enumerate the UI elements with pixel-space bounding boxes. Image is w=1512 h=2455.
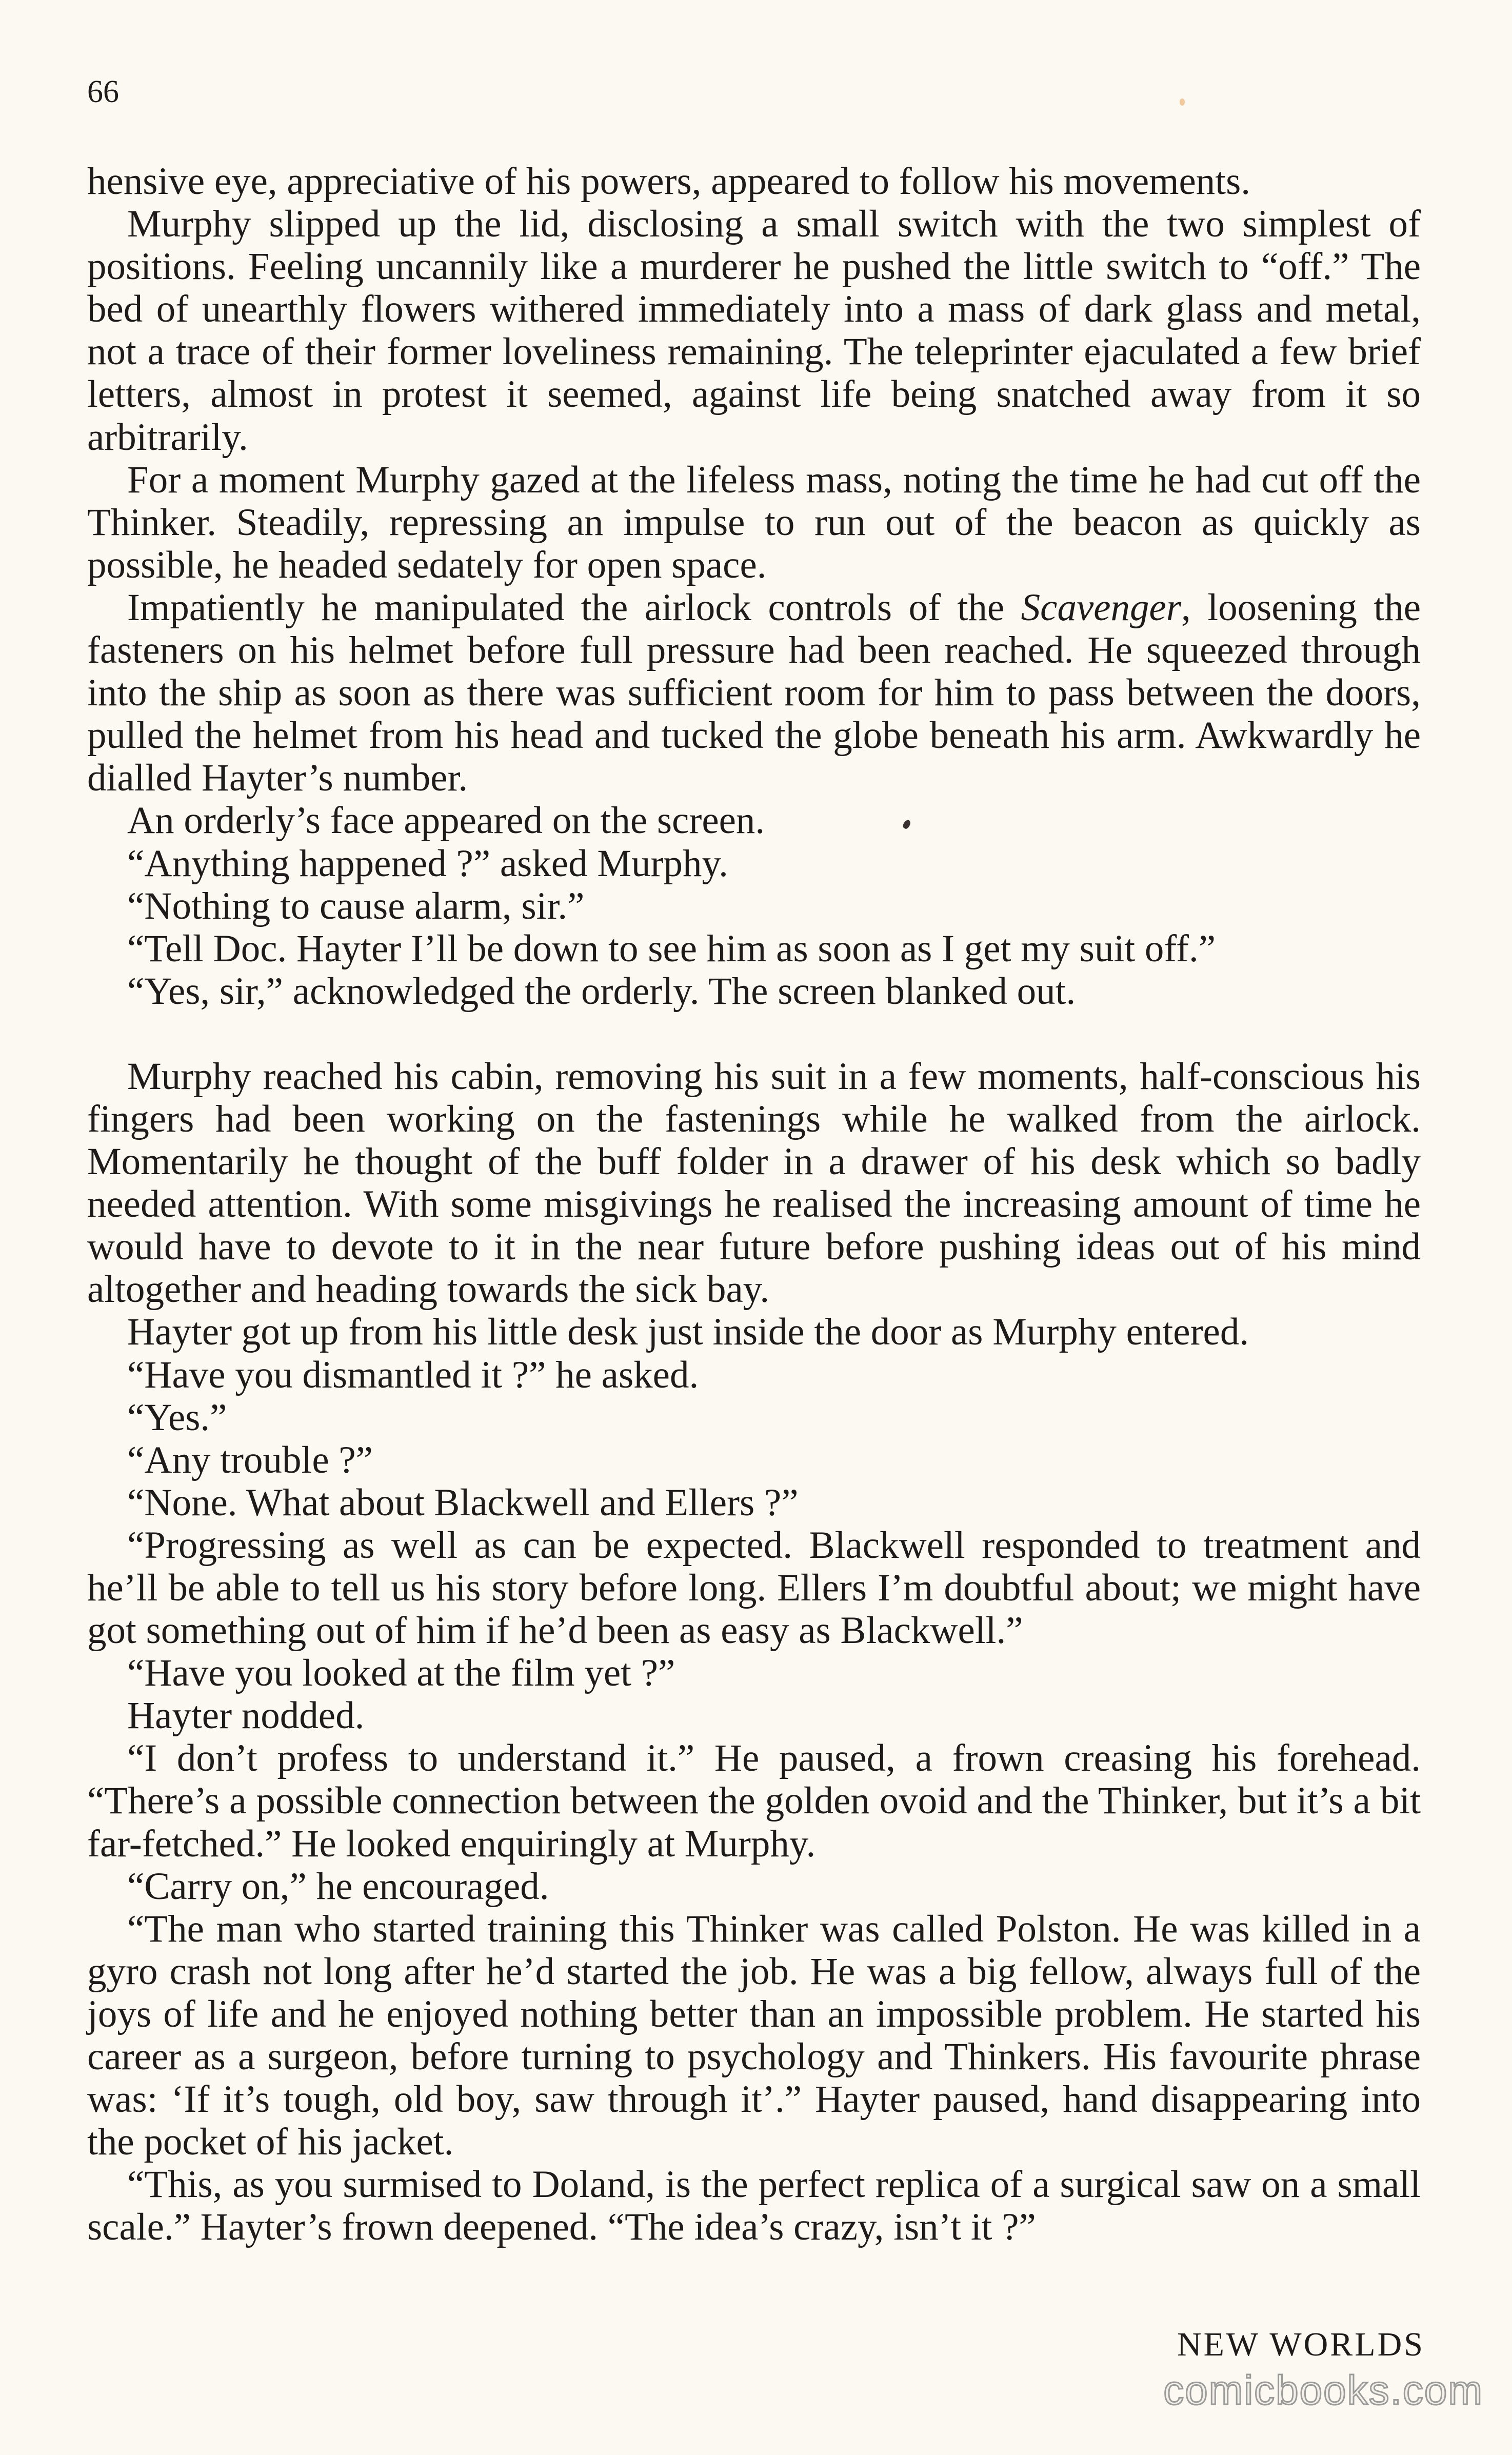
- paragraph: “I don’t profess to understand it.” He paused, a frown creasing his forehead. “There’s a possible connection between the golden ovoid and the Thinker, but it’s a bit far-fetched.” He looked enquiringly at Murphy.: [87, 1737, 1421, 1865]
- paper-speck: [1180, 98, 1185, 106]
- paragraph: An orderly’s face appeared on the screen.: [127, 799, 765, 842]
- section-break: [87, 1013, 1421, 1055]
- paragraph: “Yes, sir,” acknowledged the orderly. The screen blanked out.: [127, 969, 1076, 1013]
- watermark: comicbooks.com: [1163, 2367, 1483, 2413]
- paragraph: “Have you dismantled it ?” he asked.: [127, 1353, 699, 1396]
- paragraph: Hayter nodded.: [127, 1694, 365, 1737]
- page-number: 66: [87, 74, 119, 109]
- paragraph: “Tell Doc. Hayter I’ll be down to see him as soon as I get my suit off.”: [127, 927, 1216, 970]
- paragraph: “Nothing to cause alarm, sir.”: [127, 884, 585, 927]
- paragraph: “Progressing as well as can be expected. Blackwell responded to treatment and he’ll be able to tell us his story before long. Ellers I’m doubtful about; we might have got something out of him if he’d been as easy as Blackwell.”: [87, 1523, 1421, 1652]
- magazine-title: NEW WORLDS: [1177, 2326, 1425, 2363]
- paragraph: “The man who started training this Thinker was called Polston. He was killed in a gyro crash not long after he’d started the job. He was a big fellow, always full of the joys of life and he enjoyed nothing better than an impossible problem. He started his career as a surgeon, before turning to psychology and Thinkers. His favourite phrase was: ‘If it’s tough, old boy, saw through it’.” Hayter paused, hand disappearing into the pocket of his jacket.: [87, 1907, 1421, 2164]
- story-text: [87, 160, 1421, 2249]
- ship-name: Scavenger: [1021, 586, 1182, 629]
- paragraph: Murphy reached his cabin, removing his suit in a few moments, half-conscious his fingers had been working on the fastenings while he walked from the airlock. Momentarily he thought of the buff folder in a drawer of his desk which so badly needed attention. With some misgivings he realised the increasing amount of time he would have to devote to it in the near future before pushing ideas out of his mind altogether and heading towards the sick bay.: [87, 1055, 1421, 1311]
- paragraph: hensive eye, appreciative of his powers, appeared to follow his movements.: [87, 160, 1251, 203]
- paragraph: “Any trouble ?”: [127, 1438, 373, 1481]
- paragraph: “Carry on,” he encouraged.: [127, 1865, 549, 1908]
- paragraph: “Anything happened ?” asked Murphy.: [127, 842, 728, 885]
- paragraph: “None. What about Blackwell and Ellers ?”: [127, 1481, 799, 1524]
- paragraph-text: , loosening the fasteners on his helmet before full pressure had been reached. He squeezed through into the ship as soon as there was sufficient room for him to pass between the doors, pulled the helmet from his head and tucked the globe beneath his arm. Awkwardly he dialled Hayter’s number.: [87, 586, 1421, 800]
- paragraph: For a moment Murphy gazed at the lifeless mass, noting the time he had cut off the Thinker. Steadily, repressing an impulse to run out of the beacon as quickly as possible, he headed sedately for open space.: [87, 458, 1421, 586]
- paragraph: “Yes.”: [127, 1396, 227, 1439]
- paragraph: “Have you looked at the film yet ?”: [127, 1652, 675, 1695]
- paragraph: “This, as you surmised to Doland, is the perfect replica of a surgical saw on a small scale.” Hayter’s frown deepened. “The idea’s crazy, isn’t it ?”: [87, 2163, 1421, 2249]
- paragraph: Hayter got up from his little desk just inside the door as Murphy entered.: [127, 1311, 1249, 1354]
- paragraph: Murphy slipped up the lid, disclosing a small switch with the two simplest of positions. Feeling uncannily like a murderer he pushed the little switch to “off.” The bed of unearthly flowers withered immediately into a mass of dark glass and metal, not a trace of their former loveliness remaining. The teleprinter ejaculated a few brief letters, almost in protest it seemed, against life being snatched away from it so arbitrarily.: [87, 203, 1421, 459]
- paragraph: [87, 586, 1421, 799]
- paragraph-text: Impatiently he manipulated the airlock controls of the: [127, 586, 1021, 629]
